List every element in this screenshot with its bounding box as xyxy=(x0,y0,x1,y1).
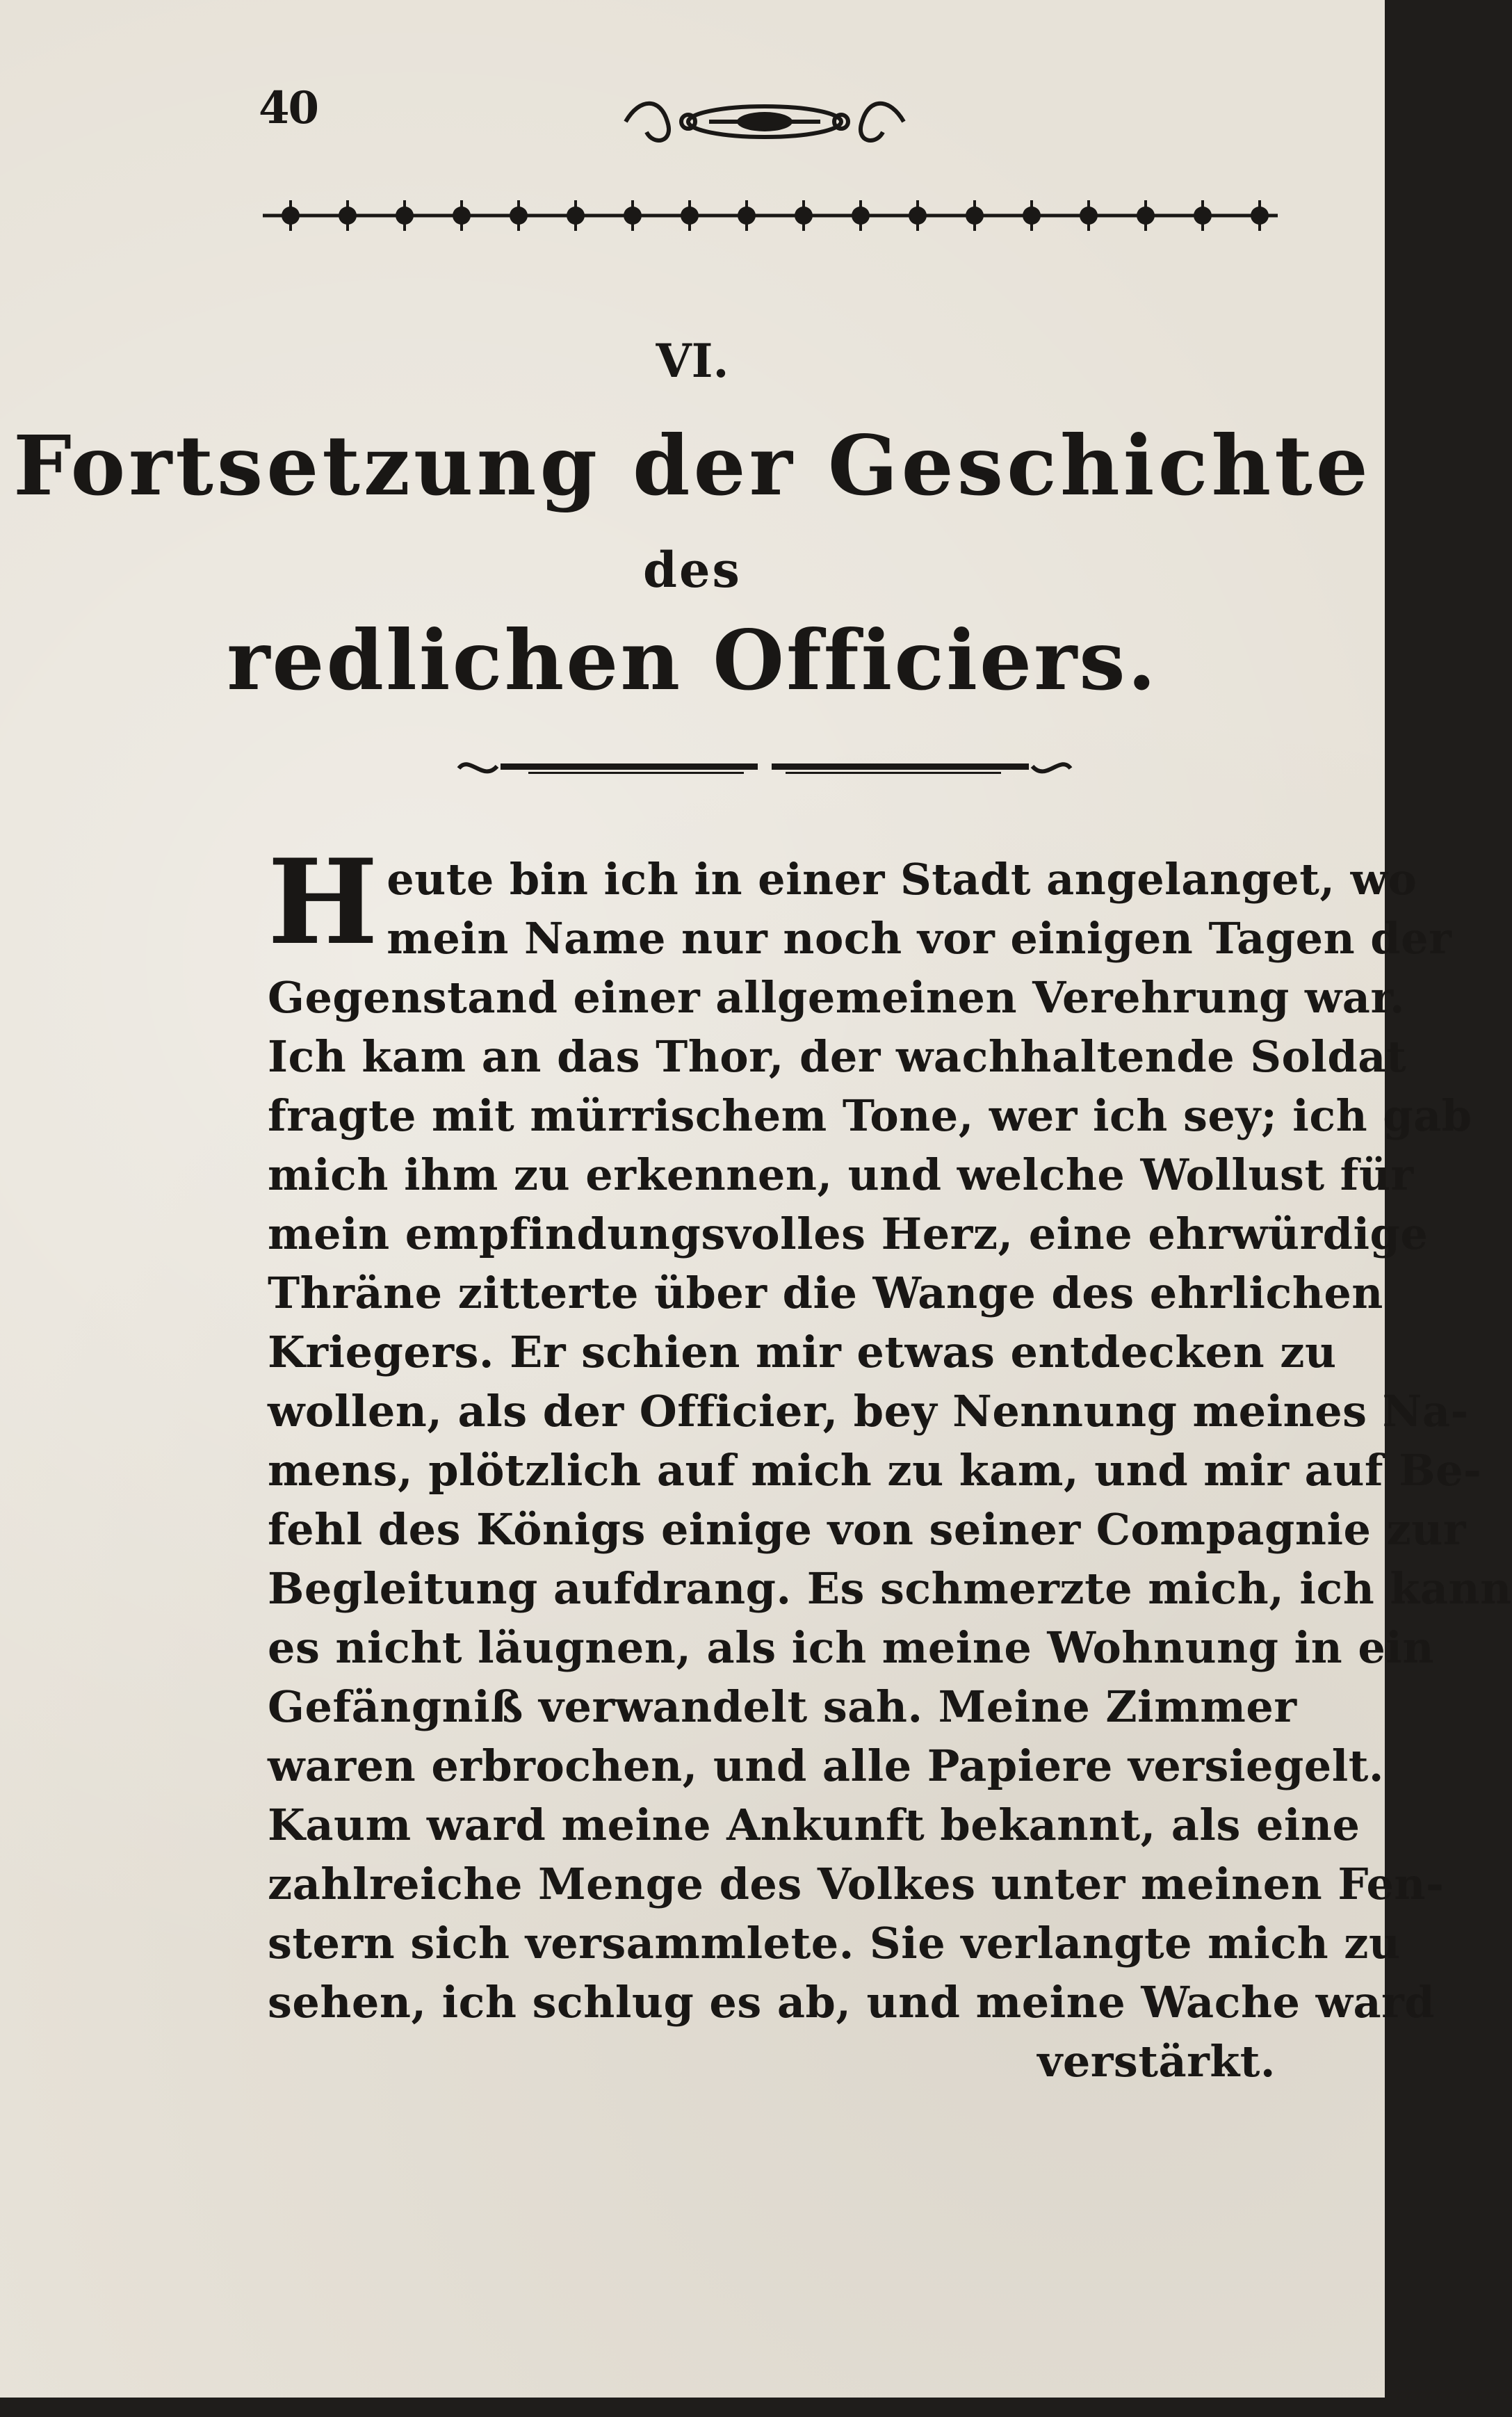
page-number: 40 xyxy=(259,82,318,134)
text-line: Begleitung aufdrang. Es schmerzte mich, ich kann xyxy=(268,1563,1512,1614)
text-line: Ich kam an das Thor, der wachhaltende Soldat xyxy=(268,1031,1407,1082)
text-line: Kriegers. Er schien mir etwas entdecken zu xyxy=(268,1327,1337,1377)
text-line: mein empfindungsvolles Herz, eine ehrwürdige xyxy=(268,1208,1429,1259)
text-line: Thräne zitterte über die Wange des ehrlichen xyxy=(268,1268,1383,1318)
chapter-title-line-3: redlichen Officiers. xyxy=(227,612,1158,709)
header-ornament-icon xyxy=(612,90,918,153)
text-line: stern sich versammlete. Sie verlangte mich zu xyxy=(268,1918,1401,1969)
chapter-title-line-1: Fortsetzung der Geschichte xyxy=(13,417,1372,514)
text-line: zahlreiche Menge des Volkes unter meinen Fen- xyxy=(268,1859,1445,1909)
text-line: Gefängniß verwandelt sah. Meine Zimmer xyxy=(268,1681,1297,1732)
text-line: Kaum ward meine Ankunft bekannt, als eine xyxy=(268,1800,1360,1850)
text-line: fragte mit mürrischem Tone, wer ich sey; ich gab xyxy=(268,1090,1472,1141)
drop-cap: H xyxy=(268,833,379,971)
text-line: Gegenstand einer allgemeinen Verehrung war. xyxy=(268,972,1406,1023)
text-line: fehl des Königs einige von seiner Compagnie zur xyxy=(268,1504,1466,1555)
chapter-title-line-2: des xyxy=(643,541,742,599)
text-line: eute bin ich in einer Stadt angelanget, wo xyxy=(387,854,1417,905)
text-line: mens, plötzlich auf mich zu kam, und mir auf Be- xyxy=(268,1445,1482,1496)
chapter-number: VI. xyxy=(656,334,729,388)
text-line: es nicht läugnen, als ich meine Wohnung in ein xyxy=(268,1622,1434,1673)
text-line: verstärkt. xyxy=(1037,2036,1276,2087)
text-line: wollen, als der Officier, bey Nennung meines Na- xyxy=(268,1386,1469,1437)
title-divider-icon xyxy=(445,744,1084,793)
text-line: mein Name nur noch vor einigen Tagen der xyxy=(387,913,1452,964)
text-line: waren erbrochen, und alle Papiere versiegelt. xyxy=(268,1740,1385,1791)
text-line: sehen, ich schlug es ab, und meine Wache ward xyxy=(268,1977,1436,2028)
star-border-icon xyxy=(263,195,1278,236)
body-text xyxy=(268,833,1512,2091)
text-line: mich ihm zu erkennen, und welche Wollust für xyxy=(268,1149,1414,1200)
